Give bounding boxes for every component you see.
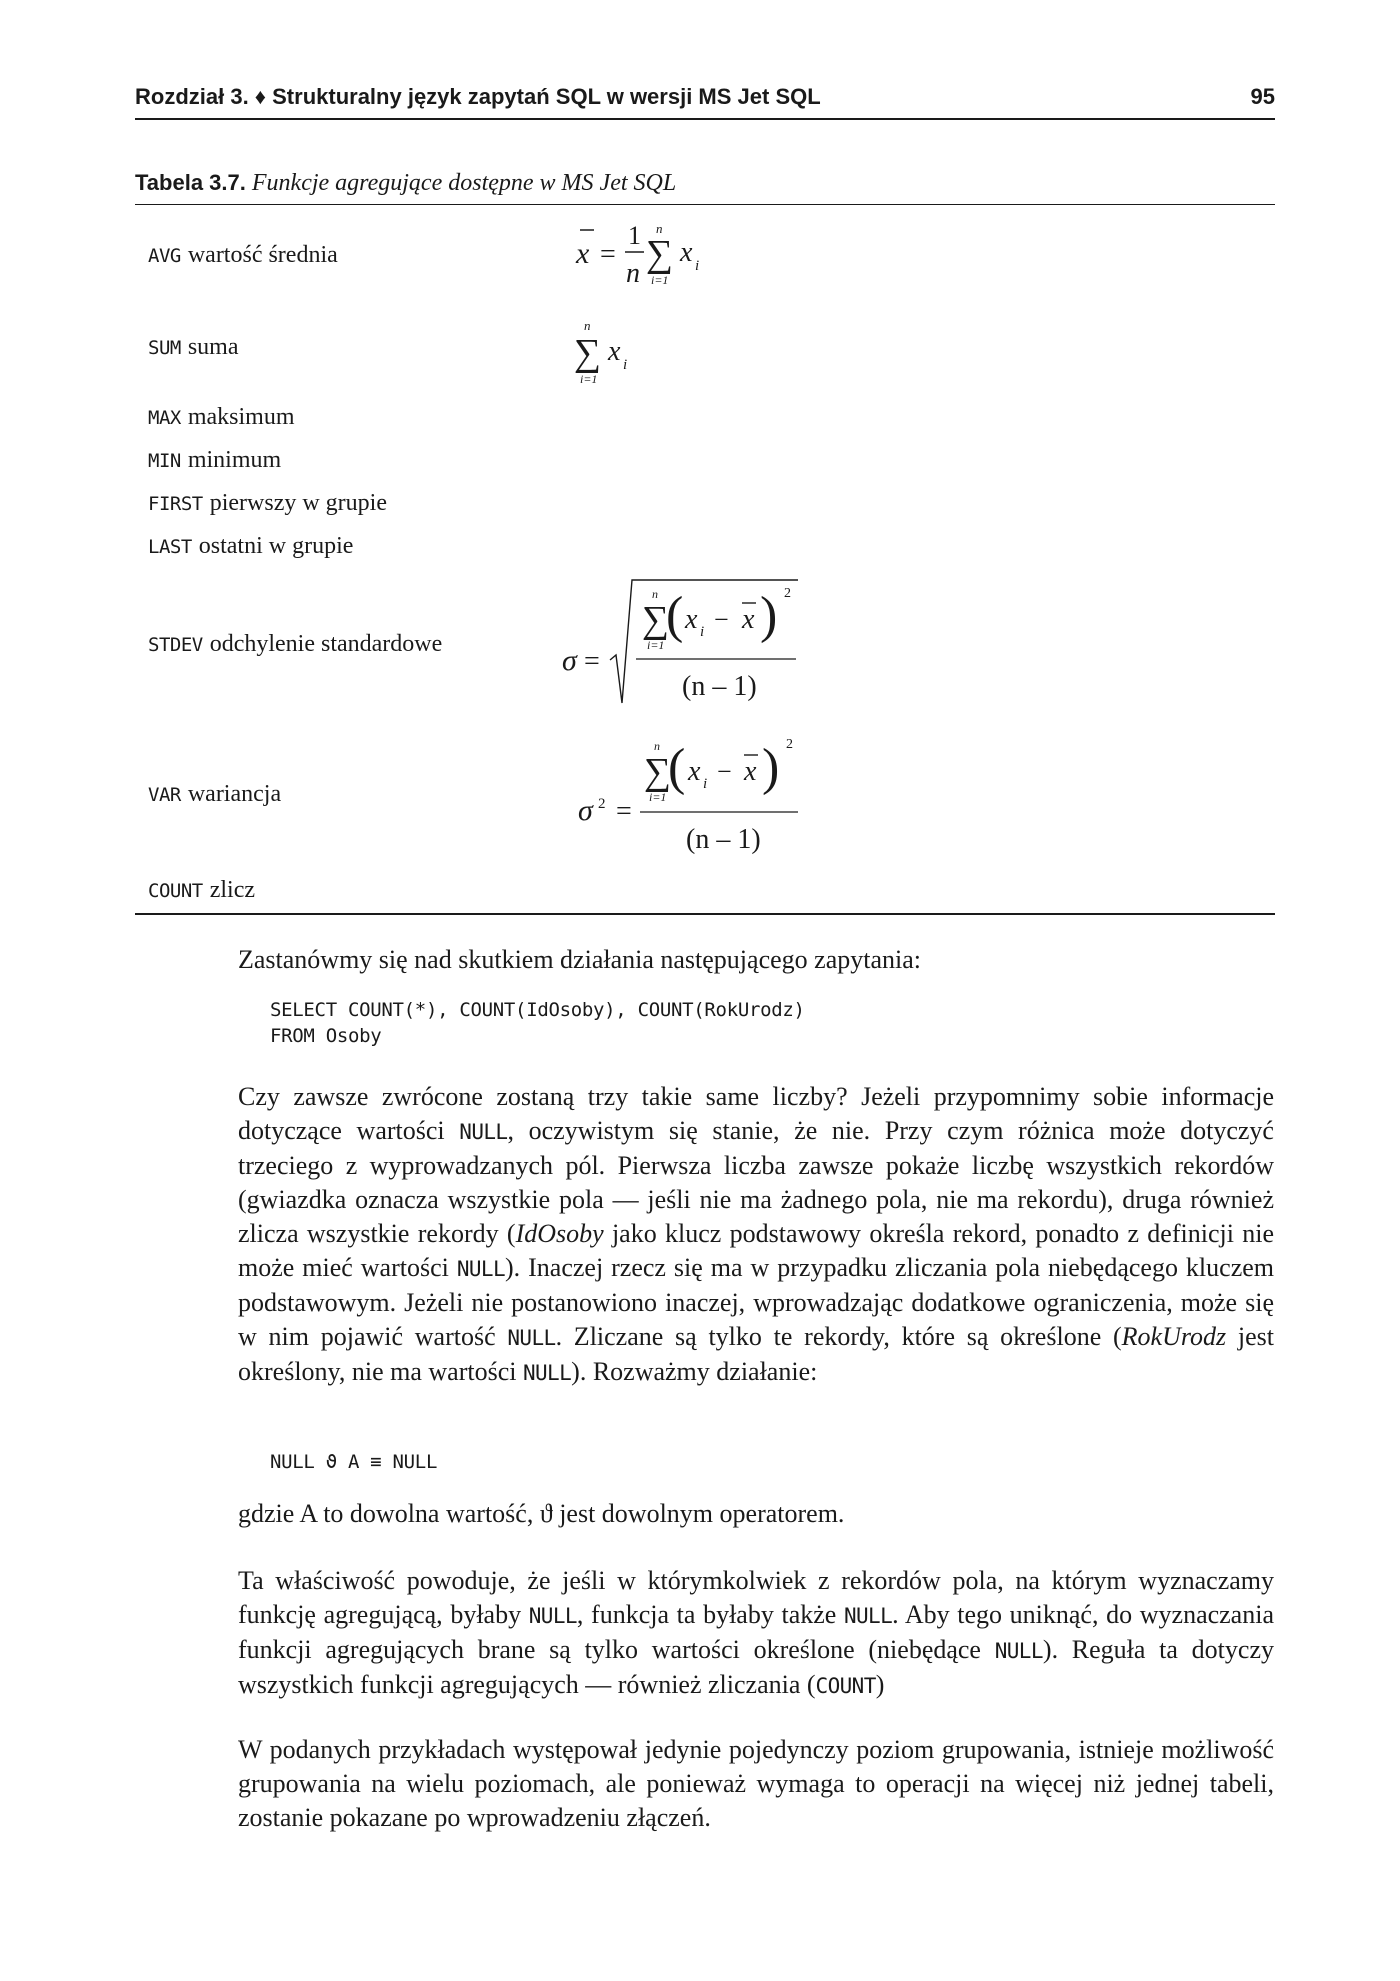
paragraph-count-explanation xyxy=(238,1080,1274,1390)
inline-code: NULL xyxy=(994,1639,1043,1663)
header-rule xyxy=(135,118,1275,120)
table-row xyxy=(148,334,239,361)
formula-symbol: = xyxy=(584,646,600,677)
table-row xyxy=(148,490,387,517)
inline-code: NULL xyxy=(522,1361,572,1385)
text-run: Ta właściwość powoduje, że jeśli w którymkolwiek z rekordów pola, na którym wyznaczamy funkcję agregującą, byłaby xyxy=(238,1566,1274,1629)
formula-symbol: ∑ xyxy=(574,332,602,374)
function-name: MAX xyxy=(148,407,181,429)
formula-symbol: x xyxy=(680,237,693,268)
function-description: minimum xyxy=(187,447,282,473)
function-description: pierwszy w grupie xyxy=(209,490,387,516)
formula-symbol: x xyxy=(685,604,698,635)
formula-symbol: 2 xyxy=(786,737,793,752)
paragraph-grouping-levels: W podanych przykładach występował jedynie pojedynczy poziom grupowania, istnieje możliwość grupowania na wielu poziomach, ale ponieważ wymaga to operacji na więcej niż jednej tabeli, zostanie pokazane po wprowadzeniu złączeń. xyxy=(238,1735,1274,1832)
emphasis: RokUrodz xyxy=(1121,1322,1227,1351)
formula-symbol: ( xyxy=(668,739,686,796)
formula-symbol: x xyxy=(608,336,621,367)
var-formula xyxy=(560,728,810,863)
text-run: , oczywistym się stanie, że nie. Przy czym różnica może dotyczyć trzeciego z wyprowadzanych pól. Pierwsza liczba zawsze pokaże liczbę wszystkich rekordów (gwiazdka oznacza wszystkie pola — jeśli nie ma żadnego pola, nie ma rekordu), druga również zlicza wszystkie rekordy ( xyxy=(238,1116,1274,1248)
formula-symbol: ∑ xyxy=(644,751,672,793)
code-line: SELECT COUNT(*), COUNT(IdOsoby), COUNT(RokUrodz) xyxy=(270,999,805,1021)
formula-symbol: n xyxy=(654,739,660,753)
formula-symbol: σ xyxy=(578,794,593,827)
formula-symbol: (n – 1) xyxy=(682,671,757,702)
formula-symbol: ) xyxy=(760,587,778,644)
formula-symbol: n xyxy=(626,258,640,289)
table-row xyxy=(148,447,281,474)
function-name: VAR xyxy=(148,784,181,806)
formula-symbol: 2 xyxy=(598,796,606,812)
inline-code: NULL xyxy=(843,1604,893,1628)
formula-symbol: − xyxy=(717,757,732,786)
table-bottom-rule xyxy=(135,913,1275,915)
function-description: wartość średnia xyxy=(187,242,338,268)
text-run: ). Inaczej rzecz się ma w przypadku zliczania pola niebędącego kluczem podstawowym. Jeżeli nie postanowiono inaczej, wprowadzając dodatkowe ograniczenia, może się w nim pojawić wartość xyxy=(238,1253,1274,1351)
function-name: SUM xyxy=(148,337,181,359)
text-run: ) xyxy=(875,1670,885,1699)
emphasis: IdOsoby xyxy=(515,1219,604,1248)
text-run: ). Reguła ta dotyczy wszystkich funkcji agregujących — również zliczania ( xyxy=(238,1635,1274,1699)
formula-symbol: ( xyxy=(666,587,684,644)
formula-symbol: ∑ xyxy=(646,233,674,275)
stdev-formula xyxy=(560,575,810,720)
formula-symbol: i=1 xyxy=(580,372,598,386)
text-run: . Zliczane są tylko te rekordy, które są określone ( xyxy=(555,1322,1122,1351)
paragraph-null-aggregation xyxy=(238,1564,1274,1703)
formula-symbol: i=1 xyxy=(651,273,669,287)
table-caption-text: Funkcje agregujące dostępne w MS Jet SQL xyxy=(251,170,677,196)
text-run: , funkcja ta byłaby także xyxy=(576,1600,844,1629)
formula-symbol: n xyxy=(584,318,591,333)
function-description: zlicz xyxy=(209,877,255,903)
formula-symbol: i=1 xyxy=(647,638,665,652)
function-name: LAST xyxy=(148,536,192,558)
table-row xyxy=(148,533,353,560)
text-run: jako klucz podstawowy określa rekord, ponadto z definicji nie może mieć wartości xyxy=(238,1219,1274,1282)
formula-symbol: σ xyxy=(562,644,577,677)
function-description: odchylenie standardowe xyxy=(209,631,443,657)
formula-symbol: = xyxy=(600,239,616,270)
function-description: ostatni w grupie xyxy=(198,533,354,559)
inline-code: NULL xyxy=(507,1326,556,1350)
formula-symbol: i xyxy=(695,258,700,274)
inline-code: COUNT xyxy=(815,1674,876,1698)
formula-symbol: x xyxy=(744,756,757,787)
function-name: FIRST xyxy=(148,493,203,515)
formula-symbol: x xyxy=(742,604,755,635)
formula-symbol: i xyxy=(703,776,708,792)
text-run: ). Rozważmy działanie: xyxy=(571,1357,818,1386)
text-run: . Aby tego uniknąć, do wyznaczania funkcji agregujących brane są tylko wartości określone (niebędące xyxy=(238,1600,1274,1664)
formula-symbol: (n – 1) xyxy=(686,824,761,855)
inline-code: NULL xyxy=(456,1257,506,1281)
formula-symbol: n xyxy=(652,587,658,601)
sum-formula xyxy=(572,315,652,400)
formula-symbol: 2 xyxy=(784,586,791,601)
function-description: maksimum xyxy=(187,404,295,430)
code-block-select xyxy=(270,997,805,1049)
page-number: 95 xyxy=(1250,84,1275,109)
table-caption xyxy=(135,170,676,197)
formula-symbol: n xyxy=(656,221,663,236)
formula-symbol: i=1 xyxy=(649,790,667,804)
formula-symbol: x xyxy=(688,756,701,787)
code-block-null-rule: NULL ϑ A ≡ NULL xyxy=(270,1451,438,1473)
formula-symbol: i xyxy=(623,357,628,373)
formula-symbol: i xyxy=(700,624,705,640)
table-row xyxy=(148,242,338,269)
chapter-title: Rozdział 3. ♦ Strukturalny język zapytań SQL w wersji MS Jet SQL xyxy=(135,84,821,109)
formula-symbol: ) xyxy=(762,739,780,796)
function-description: suma xyxy=(187,334,239,360)
formula-symbol: = xyxy=(616,796,632,827)
function-name: AVG xyxy=(148,245,181,267)
avg-formula xyxy=(570,220,730,305)
function-name: STDEV xyxy=(148,634,203,656)
table-row xyxy=(148,781,281,808)
formula-symbol: ∑ xyxy=(642,599,670,641)
table-top-rule xyxy=(135,204,1275,205)
function-name: COUNT xyxy=(148,880,203,902)
formula-symbol: x xyxy=(576,237,590,270)
table-row xyxy=(148,404,295,431)
formula-symbol: 1 xyxy=(628,221,641,250)
table-row xyxy=(148,631,442,658)
text-run: jest określony, nie ma wartości xyxy=(238,1322,1274,1386)
inline-code: NULL xyxy=(528,1604,577,1628)
table-row xyxy=(148,877,255,904)
code-line: FROM Osoby xyxy=(270,1025,382,1047)
formula-symbol: − xyxy=(714,605,729,634)
inline-code: NULL xyxy=(459,1120,508,1144)
table-caption-label: Tabela 3.7. xyxy=(135,170,246,195)
function-description: wariancja xyxy=(187,781,282,807)
function-name: MIN xyxy=(148,450,181,472)
paragraph-operator-note: gdzie A to dowolna wartość, ϑ jest dowolnym operatorem. xyxy=(238,1499,845,1528)
intro-paragraph: Zastanówmy się nad skutkiem działania następującego zapytania: xyxy=(238,945,921,974)
text-run: Czy zawsze zwrócone zostaną trzy takie same liczby? Jeżeli przypomnimy sobie informacje dotyczące wartości xyxy=(238,1082,1274,1145)
